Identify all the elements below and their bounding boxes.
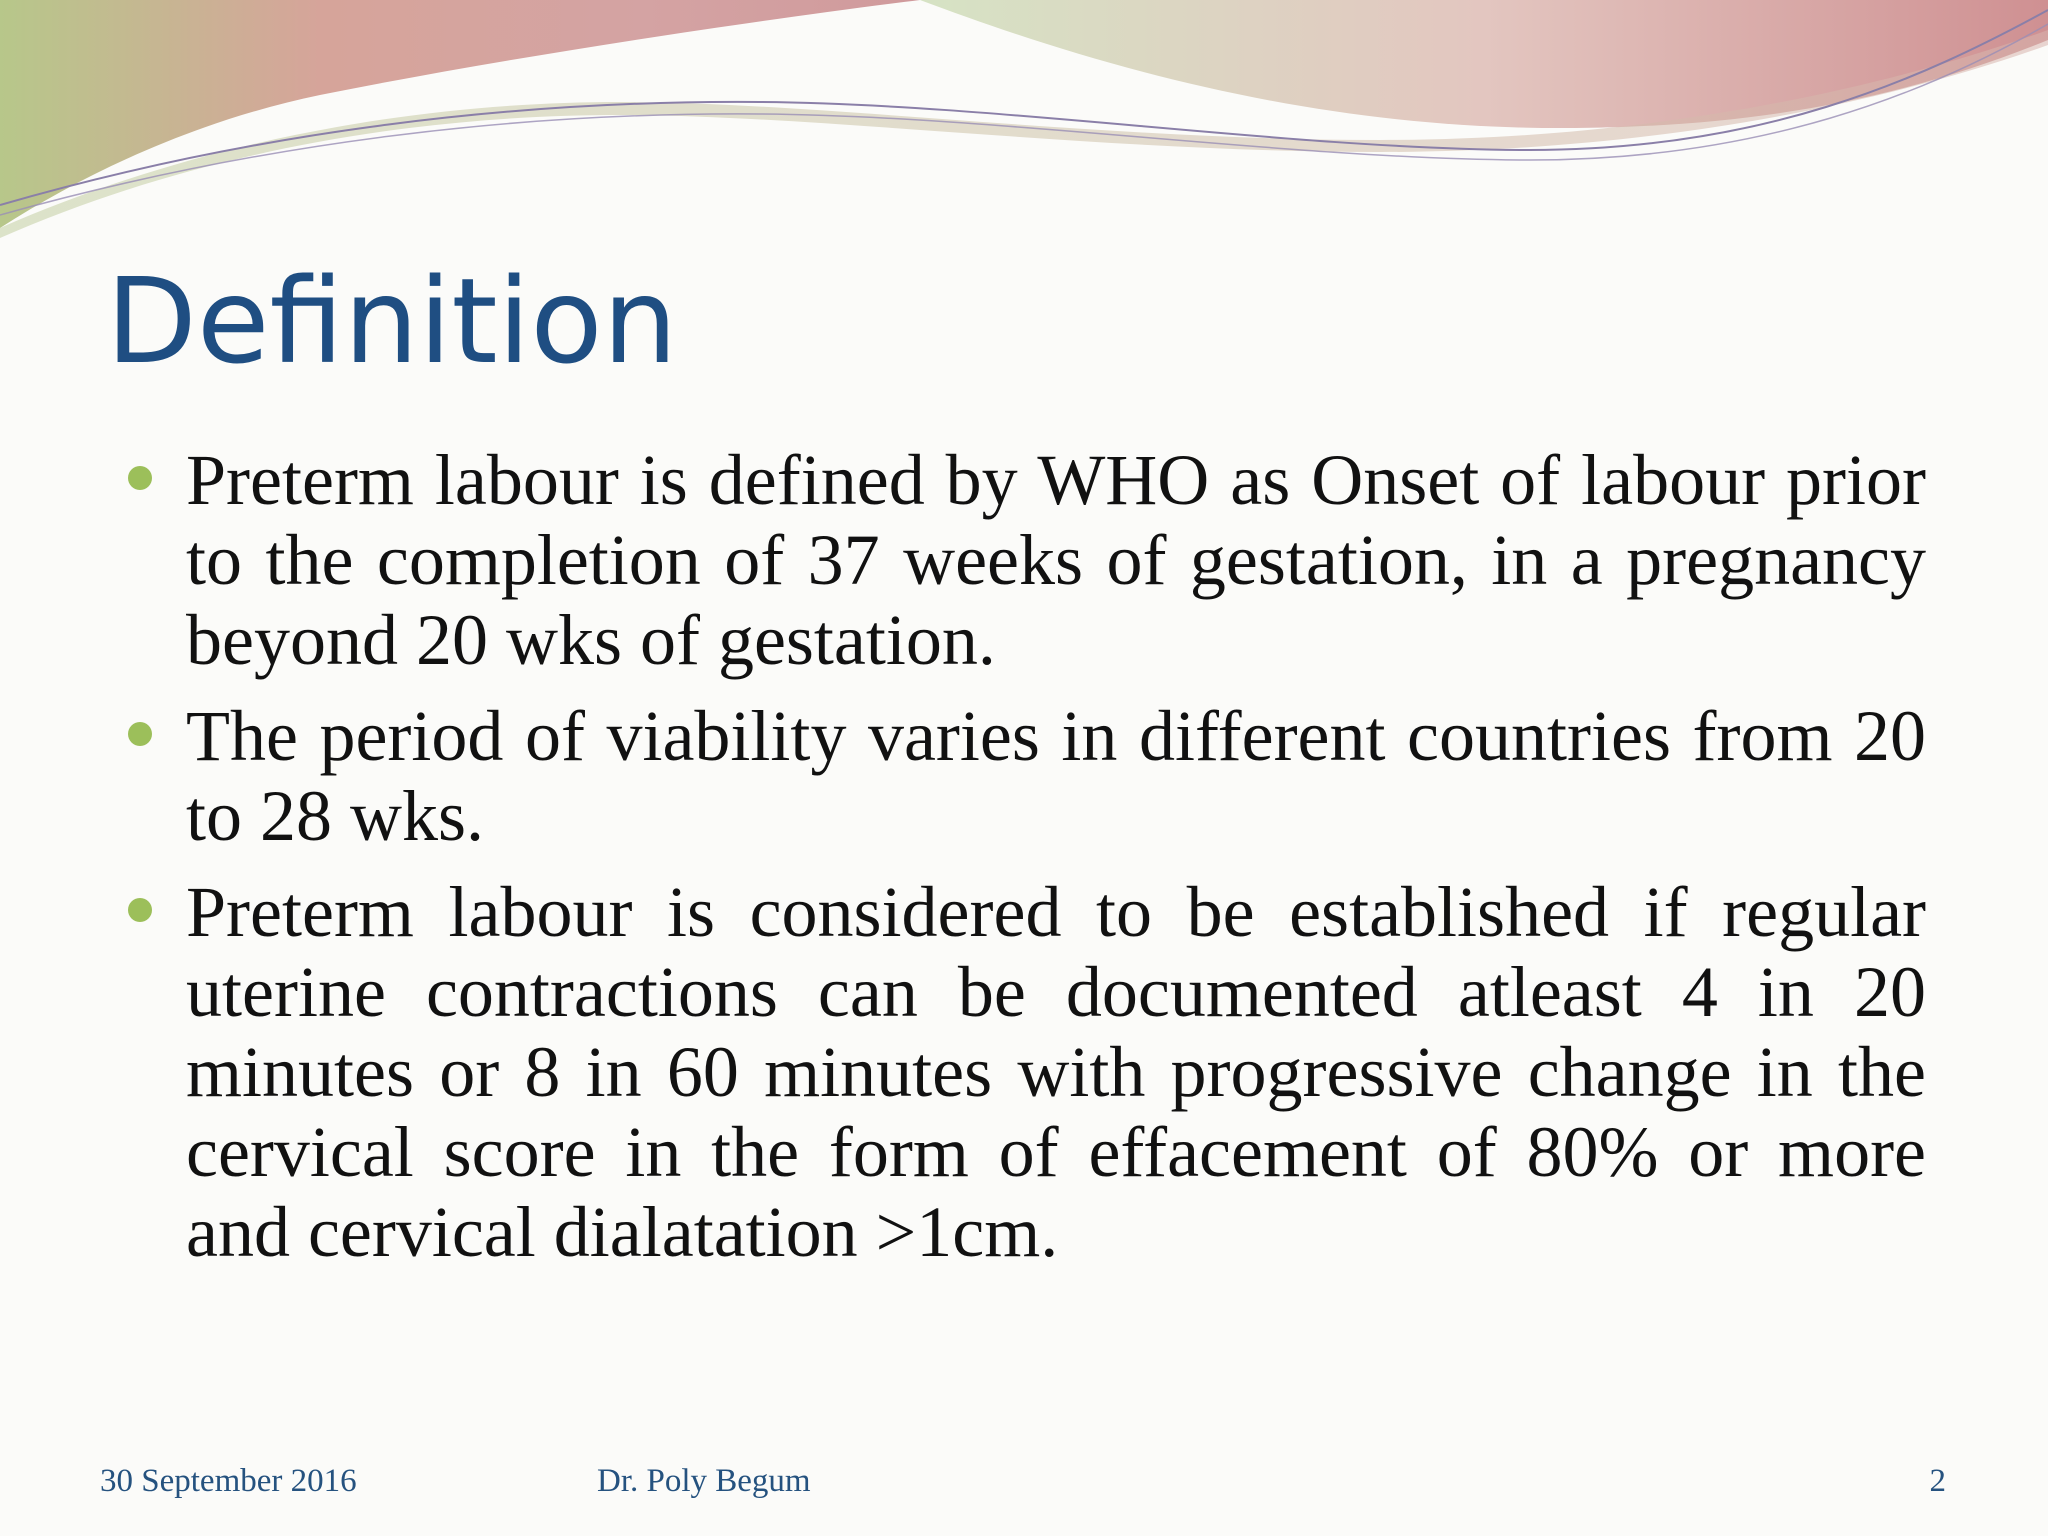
footer-date: 30 September 2016 [100,1463,357,1499]
bullet-list [128,440,1926,1288]
bullet-item [128,696,1926,856]
bullet-dot-icon [128,898,152,922]
bullet-item [128,440,1926,680]
bullet-text: The period of viability varies in different countries from 20 to 28 wks. [186,696,1926,856]
bullet-text: Preterm labour is considered to be established if regular uterine contractions can be documented atleast 4 in 20 minutes or 8 in 60 minutes with progressive change in the cervical score in the form of effacement of 80% or more and cervical dialatation >1cm. [186,872,1926,1272]
page-number: 2 [1929,1463,1946,1499]
header-wave-decoration [0,0,2048,240]
bullet-dot-icon [128,722,152,746]
bullet-dot-icon [128,466,152,490]
bullet-item [128,872,1926,1272]
bullet-text: Preterm labour is defined by WHO as Onset of labour prior to the completion of 37 weeks of gestation, in a pregnancy beyond 20 wks of gestation. [186,440,1926,680]
footer-author: Dr. Poly Begum [597,1463,811,1499]
slide-title: Definition [106,252,678,390]
